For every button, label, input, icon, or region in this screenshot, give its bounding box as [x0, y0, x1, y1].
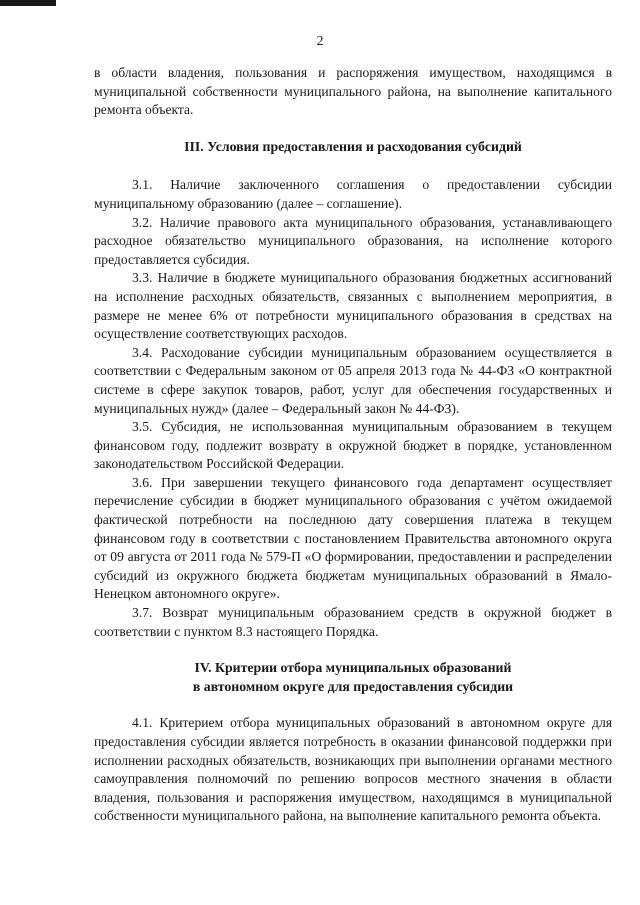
section-4-heading-line-2: в автономном округе для предоставления субсидии — [192, 678, 514, 694]
paragraph-4-1: 4.1. Критерием отбора муниципальных образований в автономном округе для предоставления субсидии является потребность в оказании финансовой поддержки при исполнении расходных обязательств, возникающих при выполнении органами местного самоуправления полномочий по решению вопросов местного значения в области владения, пользования и распоряжения имуществом, находящимся в муниципальной собственности муниципального района, на выполнение капитального ремонта объекта. — [94, 715, 612, 824]
paragraph-3-3: 3.3. Наличие в бюджете муниципального образования бюджетных ассигнований на исполнение расходных обязательств, связанных с выполнением мероприятия, в размере не менее 6% от потребности муниципального образования в средствах на осуществление соответствующих расходов. — [94, 270, 612, 342]
paragraph-3-7: 3.7. Возврат муниципальным образованием средств в окружной бюджет в соответствии с пунктом 8.3 настоящего Порядка. — [94, 605, 612, 639]
intro-paragraph: в области владения, пользования и распоряжения имуществом, находящимся в муниципальной собственности муниципального района, на выполнение капитального ремонта объекта. — [94, 65, 612, 118]
page-number: 2 — [316, 34, 324, 49]
paragraph-3-4: 3.4. Расходование субсидии муниципальным образованием осуществляется в соответствии с Федеральным законом от 05 апреля 2013 года № 44-ФЗ «О контрактной системе в сфере закупок товаров, работ, услуг для обеспечения государственных и муниципальных нужд» (далее – Федеральный закон № 44-ФЗ). — [94, 344, 612, 416]
paragraph-3-6: 3.6. При завершении текущего финансового года департамент осуществляет перечисление субсидии в бюджет муниципального образования с учётом ожидаемой фактической потребности на последнюю дату совершения платежа в текущем финансовом году в соответствии с постановлением Правительства автономного округа от 09 августа от 2011 года № 579-П «О формировании, предоставлении и распределении субсидий из окружного бюджета бюджетам муниципальных образований в Ямало-Ненецком автономного округе». — [94, 474, 612, 602]
scan-corner-mark — [0, 0, 56, 6]
paragraph-3-2: 3.2. Наличие правового акта муниципального образования, устанавливающего расходное обязательство муниципального образования, на исполнение которого предоставляется субсидия. — [94, 214, 612, 267]
section-3-heading: III. Условия предоставления и расходования субсидий — [184, 138, 522, 154]
paragraph-3-1: 3.1. Наличие заключенного соглашения о предоставлении субсидии муниципальному образованию (далее – соглашение). — [94, 177, 612, 211]
document-body — [94, 64, 612, 826]
paragraph-3-5: 3.5. Субсидия, не использованная муниципальным образованием в текущем финансовом году, подлежит возврату в окружной бюджет в порядке, установленном законодательством Российской Федерации. — [94, 419, 612, 472]
section-4-heading — [94, 659, 612, 696]
section-4-heading-line-1: IV. Критерии отбора муниципальных образований — [194, 660, 512, 676]
